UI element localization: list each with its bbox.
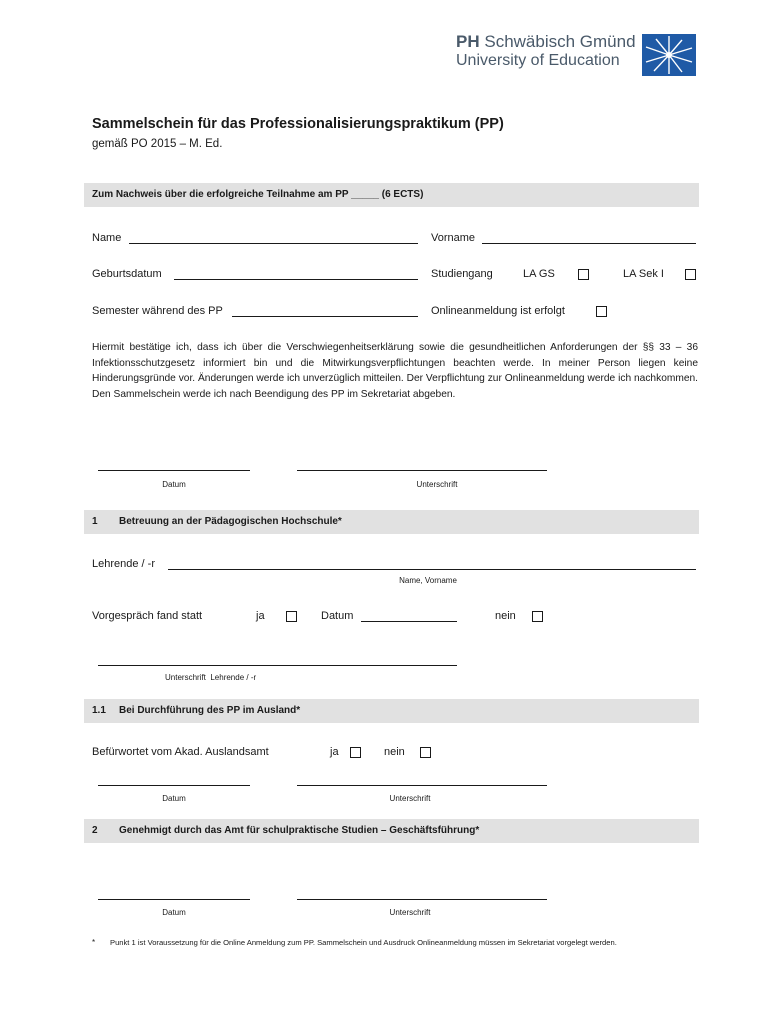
unterschrift-line-2[interactable]	[297, 785, 547, 786]
lehrende-label: Lehrende / -r	[92, 558, 155, 570]
ausland-ja-label: ja	[330, 746, 339, 758]
logo-name: Schwäbisch Gmünd	[484, 32, 636, 51]
name-input-line[interactable]	[129, 243, 418, 244]
unterschrift-lehrende-line[interactable]	[98, 665, 457, 666]
section2-title: Genehmigt durch das Amt für schulpraktische Studien – Geschäftsführung*	[119, 825, 480, 836]
logo-line2: University of Education	[456, 52, 620, 69]
semester-label: Semester während des PP	[92, 305, 223, 317]
datum-line-3[interactable]	[98, 899, 250, 900]
vorgespraech-label: Vorgespräch fand statt	[92, 610, 203, 622]
page-title: Sammelschein für das Professionalisierungspraktikum (PP)	[92, 116, 504, 132]
unterschrift-label-2: Unterschrift	[389, 794, 431, 803]
page-subtitle: gemäß PO 2015 – M. Ed.	[92, 138, 223, 150]
geburtsdatum-input-line[interactable]	[174, 279, 418, 280]
lehrende-input-line[interactable]	[168, 569, 696, 570]
nachweis-text: Zum Nachweis über die erfolgreiche Teilnahme am PP _____ (6 ECTS)	[92, 189, 424, 200]
la-sek-label: LA Sek I	[623, 268, 664, 280]
datum-label-3: Datum	[162, 908, 186, 917]
name-label: Name	[92, 232, 122, 244]
vorname-input-line[interactable]	[482, 243, 696, 244]
ausland-nein-label: nein	[384, 746, 405, 758]
unterschrift-lehrende-label: Unterschrift Lehrende / -r	[165, 673, 257, 682]
geburtsdatum-label: Geburtsdatum	[92, 268, 162, 280]
datum-line-2[interactable]	[98, 785, 250, 786]
datum-label-2: Datum	[162, 794, 186, 803]
vorgespraech-datum-line[interactable]	[361, 621, 457, 622]
vorgespraech-ja-checkbox[interactable]	[286, 611, 297, 622]
ausland-nein-checkbox[interactable]	[420, 747, 431, 758]
section11-number: 1.1	[92, 705, 106, 716]
unterschrift-label-3: Unterschrift	[389, 908, 431, 917]
logo-line1	[456, 32, 636, 52]
la-gs-label: LA GS	[523, 268, 555, 280]
vorgespraech-nein-label: nein	[495, 610, 516, 622]
vorname-label: Vorname	[431, 232, 476, 244]
ausland-ja-checkbox[interactable]	[350, 747, 361, 758]
name-vorname-caption: Name, Vorname	[399, 576, 457, 585]
vorgespraech-datum-label: Datum	[321, 610, 354, 622]
section1-title: Betreuung an der Pädagogischen Hochschule*	[119, 516, 342, 527]
datum-label-1: Datum	[162, 480, 186, 489]
la-sek-checkbox[interactable]	[685, 269, 696, 280]
semester-input-line[interactable]	[232, 316, 418, 317]
logo	[456, 30, 701, 80]
la-gs-checkbox[interactable]	[578, 269, 589, 280]
onlineanmeldung-label: Onlineanmeldung ist erfolgt	[431, 305, 565, 317]
vorgespraech-ja-label: ja	[256, 610, 265, 622]
datum-line-1[interactable]	[98, 470, 250, 471]
unterschrift-label-1: Unterschrift	[416, 480, 458, 489]
footnote-text: Punkt 1 ist Voraussetzung für die Online Anmeldung zum PP. Sammelschein und Ausdruck Onlineanmeldung müssen im Sekretariat vorgelegt werden.	[110, 938, 617, 947]
unterschrift-line-1[interactable]	[297, 470, 547, 471]
section2-number: 2	[92, 825, 98, 836]
onlineanmeldung-checkbox[interactable]	[596, 306, 607, 317]
logo-ph: PH	[456, 32, 480, 51]
befuerwortet-label: Befürwortet vom Akad. Auslandsamt	[92, 746, 269, 758]
declaration-text: Hiermit bestätige ich, dass ich über die Verschwiegenheitserklärung sowie die gesundheitlichen Anforderungen der §§ 33 – 36 Infektionsschutzgesetz informiert bin und die Mitwirkungsverpflichtungen beachten werde. In meiner Person liegen keine Hinderungsgründe vor. Änderungen werde ich unverzüglich mitteilen. Der Verpflichtung zur Onlineanmeldung werde ich nachkommen. Den Sammelschein werde ich nach Beendigung des PP im Sekretariat abgeben.	[92, 342, 698, 400]
vorgespraech-nein-checkbox[interactable]	[532, 611, 543, 622]
unterschrift-line-3[interactable]	[297, 899, 547, 900]
section1-number: 1	[92, 516, 98, 527]
footnote-marker: *	[92, 938, 96, 947]
logo-mark-icon	[642, 34, 696, 76]
section11-title: Bei Durchführung des PP im Ausland*	[119, 705, 301, 716]
studiengang-label: Studiengang	[431, 268, 493, 280]
